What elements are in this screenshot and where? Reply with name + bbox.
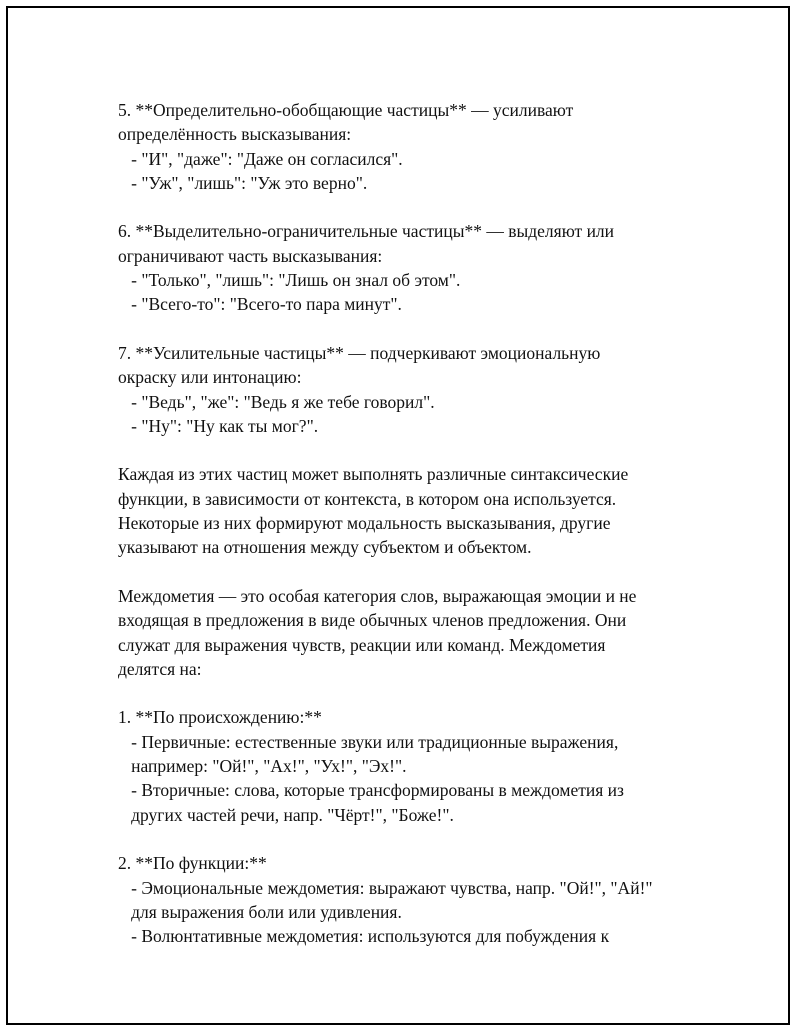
text-line: - "И", "даже": "Даже он согласился". [118,148,403,169]
text-line: - "Всего-то": "Всего-то пара минут". [118,294,402,315]
text-line: 6. **Выделительно-ограничительные частицы** — выделяют или [118,221,615,242]
text-line: указывают на отношения между субъектом и объектом. [118,537,532,558]
document-body [118,98,708,973]
paragraph-particles-5 [118,98,708,195]
text-line: - Эмоциональные междометия: выражают чувства, напр. "Ой!", "Ай!" [118,877,653,898]
text-line: - "Только", "лишь": "Лишь он знал об этом". [118,270,461,291]
text-line: 7. **Усилительные частицы** — подчеркивают эмоциональную [118,342,601,363]
text-line: - "Ведь", "же": "Ведь я же тебе говорил". [118,391,435,412]
text-line: - "Уж", "лишь": "Уж это верно". [118,172,368,193]
text-line: 5. **Определительно-обобщающие частицы** — усиливают [118,100,574,120]
text-line: например: "Ой!", "Ах!", "Ух!", "Эх!". [118,756,407,777]
text-line: 1. **По происхождению:** [118,707,322,728]
paragraph-particles-7 [118,341,708,438]
text-line: окраску или интонацию: [118,367,302,388]
paragraph-interjections-origin [118,705,708,826]
text-line: функции, в зависимости от контекста, в котором она используется. [118,488,617,509]
document-page [6,6,790,1025]
text-line: делятся на: [118,658,202,679]
text-line: Междометия — это особая категория слов, выражающая эмоции и не [118,585,637,606]
text-line: Каждая из этих частиц может выполнять различные синтаксические [118,464,629,485]
text-line: определённость высказывания: [118,124,352,145]
text-line: ограничивают часть высказывания: [118,245,383,266]
text-line: - "Ну": "Ну как ты мог?". [118,415,319,436]
text-line: служат для выражения чувств, реакции или команд. Междометия [118,634,606,655]
text-line: для выражения боли или удивления. [118,901,402,922]
text-line: Некоторые из них формируют модальность высказывания, другие [118,513,611,534]
paragraph-interjections-function [118,851,708,948]
text-line: - Первичные: естественные звуки или традиционные выражения, [118,731,619,752]
paragraph-particles-summary [118,462,708,559]
text-line: входящая в предложения в виде обычных членов предложения. Они [118,610,627,631]
text-line: - Вторичные: слова, которые трансформированы в междометия из [118,780,624,801]
text-line: других частей речи, напр. "Чёрт!", "Боже!". [118,804,454,825]
paragraph-interjections-intro [118,584,708,681]
text-line: 2. **По функции:** [118,853,267,874]
text-line: - Волюнтативные междометия: используются для побуждения к [118,926,610,947]
paragraph-particles-6 [118,219,708,316]
